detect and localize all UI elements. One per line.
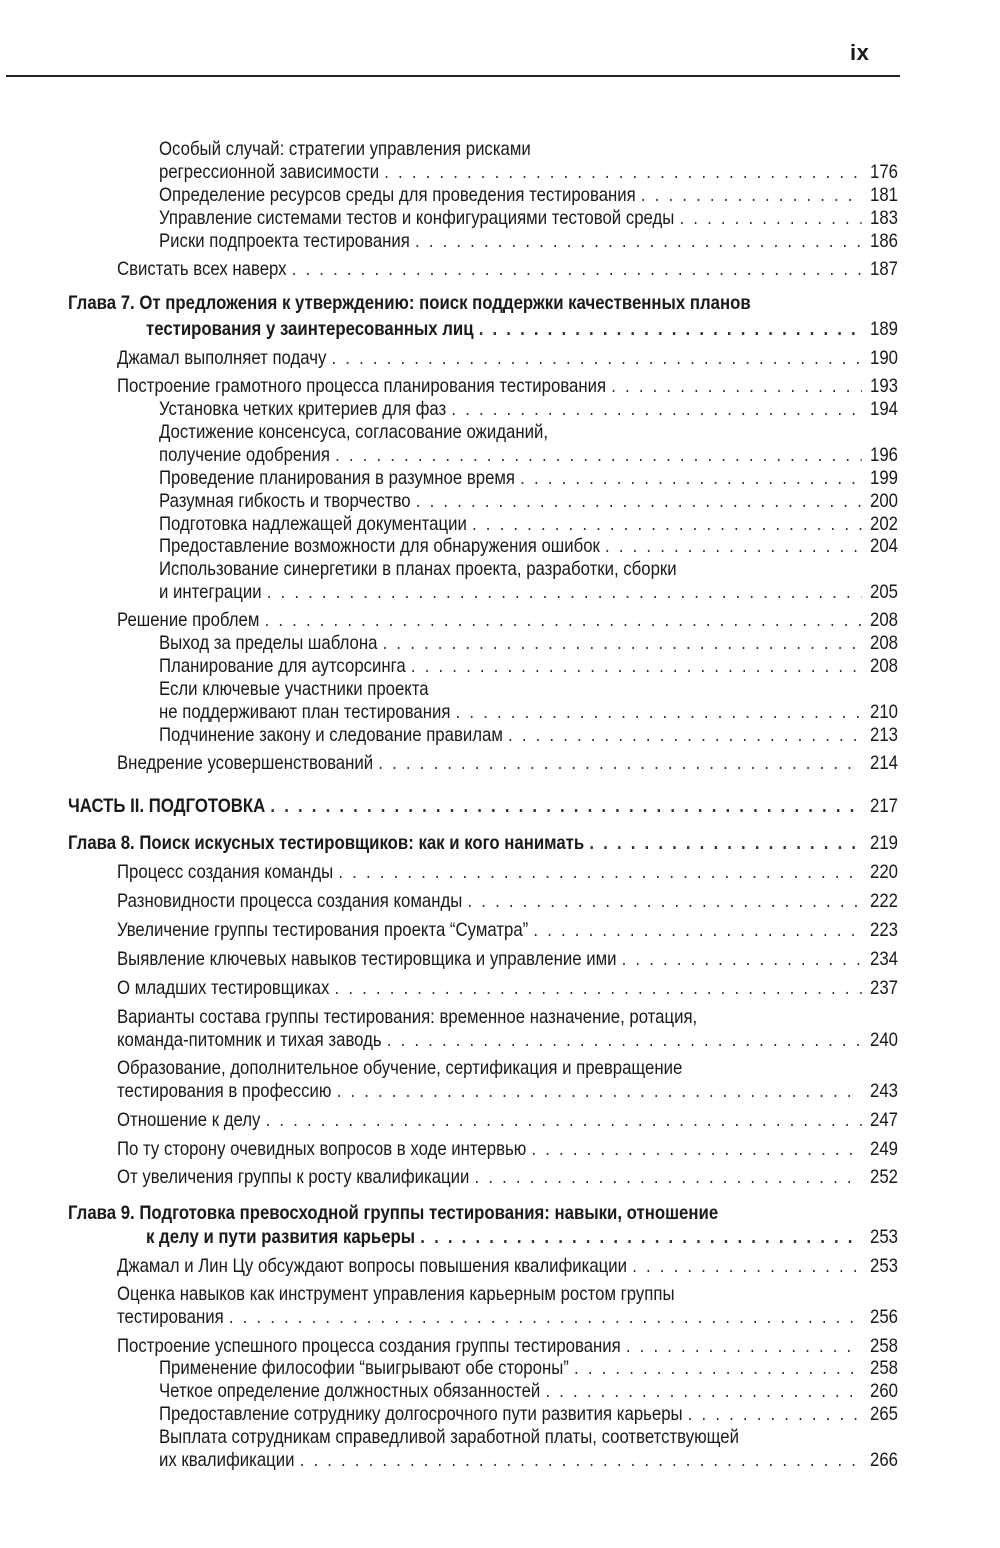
dot-leader [688,1403,862,1426]
toc-entry-title: Построение грамотного процесса планирования тестирования [117,375,607,397]
toc-entry[interactable] [159,535,898,558]
toc-entry-title: тестирования у заинтересованных лиц [146,318,474,340]
toc-entry-title: Выявление ключевых навыков тестировщика и управление ими [117,948,617,970]
toc-page-number: 247 [869,1109,898,1131]
toc-page-number: 193 [869,375,898,397]
toc-entry-title-line: Глава 9. Подготовка превосходной группы тестирования: навыки, отношение [68,1202,719,1224]
toc-entry[interactable] [159,1380,898,1403]
page-number: ix [850,40,870,65]
toc-page-number: 213 [870,724,898,746]
toc-entry-title: Построение успешного процесса создания группы тестирования [117,1335,621,1357]
dot-leader [472,513,862,536]
header-rule [6,75,900,77]
dot-leader [335,977,862,1000]
dot-leader [468,890,862,913]
toc-entry[interactable] [159,1449,898,1472]
toc-entry[interactable] [117,1029,898,1052]
toc-entry[interactable] [117,1255,898,1278]
toc-entry[interactable] [159,398,898,421]
dot-leader [456,701,862,724]
toc-page-number: 256 [869,1306,898,1328]
dot-leader [229,1306,862,1329]
dot-leader [545,1380,861,1403]
toc-entry-title: команда-питомник и тихая заводь [117,1029,382,1051]
dot-leader [611,375,862,398]
toc-entry-title: Джамал выполняет подачу [117,347,327,369]
toc-page-number: 266 [870,1449,898,1471]
dot-leader [641,184,862,207]
toc-entry-title: О младших тестировщиках [117,977,330,999]
toc-page-number: 260 [870,1380,898,1402]
toc-page-number: 200 [870,490,898,512]
toc-entry-title: Подчинение закону и следование правилам [159,724,503,746]
toc-entry-title: Свистать всех наверх [117,258,287,280]
toc-entry-title: Подготовка надлежащей документации [159,513,467,535]
toc-entry-title: Определение ресурсов среды для проведения тестирования [159,184,636,206]
toc-entry-title-line: Достижение консенсуса, согласование ожиданий, [159,421,548,443]
toc-entry[interactable] [117,1166,898,1189]
toc-entry-title: Предоставление возможности для обнаружения ошибок [159,535,600,557]
toc-page-number: 210 [870,701,898,723]
toc-entry-title: тестирования [117,1306,224,1328]
toc-entry-title: От увеличения группы к росту квалификации [117,1166,470,1188]
toc-entry[interactable] [159,632,898,655]
toc-entry[interactable] [159,1403,898,1426]
dot-leader [384,161,862,184]
toc-entry-title-line: Оценка навыков как инструмент управления карьерным ростом группы [117,1283,675,1305]
toc-entry[interactable] [117,609,898,632]
toc-entry-title: тестирования в профессию [117,1080,332,1102]
toc-entry[interactable] [159,581,898,604]
dot-leader [335,444,862,467]
dot-leader [626,1335,862,1358]
toc-page-number: 253 [869,1255,898,1277]
toc-entry-title-line: Образование, дополнительное обучение, сертификация и превращение [117,1057,683,1079]
toc-entry-title: Решение проблем [117,609,260,631]
toc-entry-title: Риски подпроекта тестирования [159,230,410,252]
dot-leader [574,1357,862,1380]
toc-entry[interactable] [117,1138,898,1161]
toc-entry[interactable] [117,752,898,775]
toc-entry[interactable] [159,161,898,184]
toc-page-number: 205 [870,581,898,603]
toc-page-number: 202 [870,513,898,535]
dot-leader [387,1029,862,1052]
toc-entry-title: Предоставление сотруднику долгосрочного пути развития карьеры [159,1403,683,1425]
toc-entry[interactable] [68,832,898,855]
toc-page-number: 214 [869,752,898,774]
toc-entry-title: Проведение планирования в разумное время [159,467,516,489]
toc-entry[interactable] [159,513,898,536]
dot-leader [622,948,862,971]
dot-leader [508,724,862,747]
toc-entry-title: Глава 8. Поиск искусных тестировщиков: как и кого нанимать [68,832,585,854]
toc-entry-title: Планирование для аутсорсинга [159,655,406,677]
toc-entry[interactable] [159,1357,898,1380]
toc-page-number: 183 [870,207,898,229]
toc-entry-title: Разумная гибкость и творчество [159,490,411,512]
dot-leader [411,655,862,678]
dot-leader [475,1166,862,1189]
toc-page-number: 223 [869,919,898,941]
dot-leader [605,535,862,558]
toc-entry-title: Четкое определение должностных обязанностей [159,1380,541,1402]
toc-entry[interactable] [68,795,898,818]
toc-page-number: 252 [869,1166,898,1188]
dot-leader [265,609,862,632]
dot-leader [451,398,861,421]
toc-page-number: 181 [870,184,898,206]
toc-entry[interactable] [146,1226,898,1249]
toc-entry-title-line: Если ключевые участники проекта [159,678,429,700]
toc-entry[interactable] [159,184,898,207]
toc-page-number: 208 [870,632,898,654]
toc-entry-title: не поддерживают план тестирования [159,701,451,723]
dot-leader [589,832,862,855]
dot-leader [338,861,861,884]
toc-entry[interactable] [146,318,898,341]
toc-page-number: 237 [869,977,898,999]
toc-entry-title-line: Глава 7. От предложения к утверждению: поиск поддержки качественных планов [68,292,751,314]
toc-entry-title: Управление системами тестов и конфигурациями тестовой среды [159,207,675,229]
toc-entry-title: Внедрение усовершенствований [117,752,374,774]
toc-page-number: 253 [869,1226,898,1248]
toc-entry-title: Разновидности процесса создания команды [117,890,463,912]
toc-entry-title: их квалификации [159,1449,295,1471]
toc-page-number: 217 [870,795,898,817]
dot-leader [292,258,862,281]
toc-entry-title: Выход за пределы шаблона [159,632,378,654]
toc-entry[interactable] [159,701,898,724]
toc-page-number: 186 [870,230,898,252]
dot-leader [533,919,861,942]
dot-leader [383,632,862,655]
toc-entry[interactable] [117,347,898,370]
toc-page-number: 194 [870,398,898,420]
toc-entry-title-line: Использование синергетики в планах проекта, разработки, сборки [159,558,677,580]
toc-page-number: 222 [869,890,898,912]
toc-page-number: 208 [870,655,898,677]
toc-page-number: 190 [869,347,898,369]
toc-entry-title: Установка четких критериев для фаз [159,398,447,420]
toc-page-number: 208 [869,609,898,631]
toc-entry[interactable] [117,861,898,884]
toc-page-number: 187 [869,258,898,280]
toc-entry[interactable] [159,655,898,678]
toc-entry[interactable] [159,467,898,490]
toc-entry[interactable] [117,1306,898,1329]
toc-entry-title-line: Выплата сотрудникам справедливой заработной платы, соответствующей [159,1426,739,1448]
toc-entry[interactable] [117,1080,898,1103]
toc-page-number: 243 [869,1080,898,1102]
toc-page-number: 176 [870,161,898,183]
dot-leader [479,318,862,341]
dot-leader [332,347,862,370]
toc-entry-title: Джамал и Лин Цу обсуждают вопросы повышения квалификации [117,1255,628,1277]
toc-entry-title: Процесс создания команды [117,861,334,883]
toc-entry-title: Применение философии “выигрывают обе стороны” [159,1357,569,1379]
toc-entry[interactable] [117,919,898,942]
toc-entry[interactable] [159,444,898,467]
toc-page-number: 265 [870,1403,898,1425]
toc-page-number: 199 [870,467,898,489]
dot-leader [680,207,862,230]
toc-entry[interactable] [159,490,898,513]
toc-entry[interactable] [117,258,898,281]
dot-leader [270,795,861,818]
dot-leader [420,1226,862,1249]
toc-page-number: 204 [870,535,898,557]
toc-page-number: 240 [869,1029,898,1051]
toc-entry[interactable] [117,948,898,971]
dot-leader [415,230,862,253]
toc-entry[interactable] [117,977,898,1000]
toc-page-number: 258 [869,1335,898,1357]
dot-leader [300,1449,862,1472]
toc-entry-title: Увеличение группы тестирования проекта “Суматра” [117,919,529,941]
toc-entry[interactable] [159,207,898,230]
toc-entry[interactable] [117,890,898,913]
dot-leader [520,467,862,490]
toc-entry[interactable] [159,724,898,747]
dot-leader [266,1109,862,1132]
toc-entry[interactable] [117,375,898,398]
dot-leader [337,1080,862,1103]
toc-entry-title: Отношение к делу [117,1109,261,1131]
dot-leader [416,490,862,513]
toc-entry[interactable] [159,230,898,253]
toc-entry-title: По ту сторону очевидных вопросов в ходе интервью [117,1138,527,1160]
toc-page-number: 220 [869,861,898,883]
toc-entry-title: регрессионной зависимости [159,161,380,183]
toc-page-number: 234 [869,948,898,970]
toc-page-number: 196 [870,444,898,466]
toc-entry-title: ЧАСТЬ II. ПОДГОТОВКА [68,795,266,817]
toc-entry-title: к делу и пути развития карьеры [146,1226,416,1248]
dot-leader [531,1138,861,1161]
toc-page-number: 189 [869,318,898,340]
dot-leader [632,1255,862,1278]
toc-entry-title-line: Особый случай: стратегии управления рисками [159,138,531,160]
toc-entry[interactable] [117,1109,898,1132]
toc-page-number: 249 [869,1138,898,1160]
dot-leader [378,752,862,775]
dot-leader [267,581,862,604]
toc-entry-title-line: Варианты состава группы тестирования: временное назначение, ротация, [117,1006,698,1028]
toc-entry-title: и интеграции [159,581,262,603]
toc-entry[interactable] [117,1335,898,1358]
toc-entry-title: получение одобрения [159,444,330,466]
toc-page-number: 219 [870,832,898,854]
toc-page-number: 258 [870,1357,898,1379]
